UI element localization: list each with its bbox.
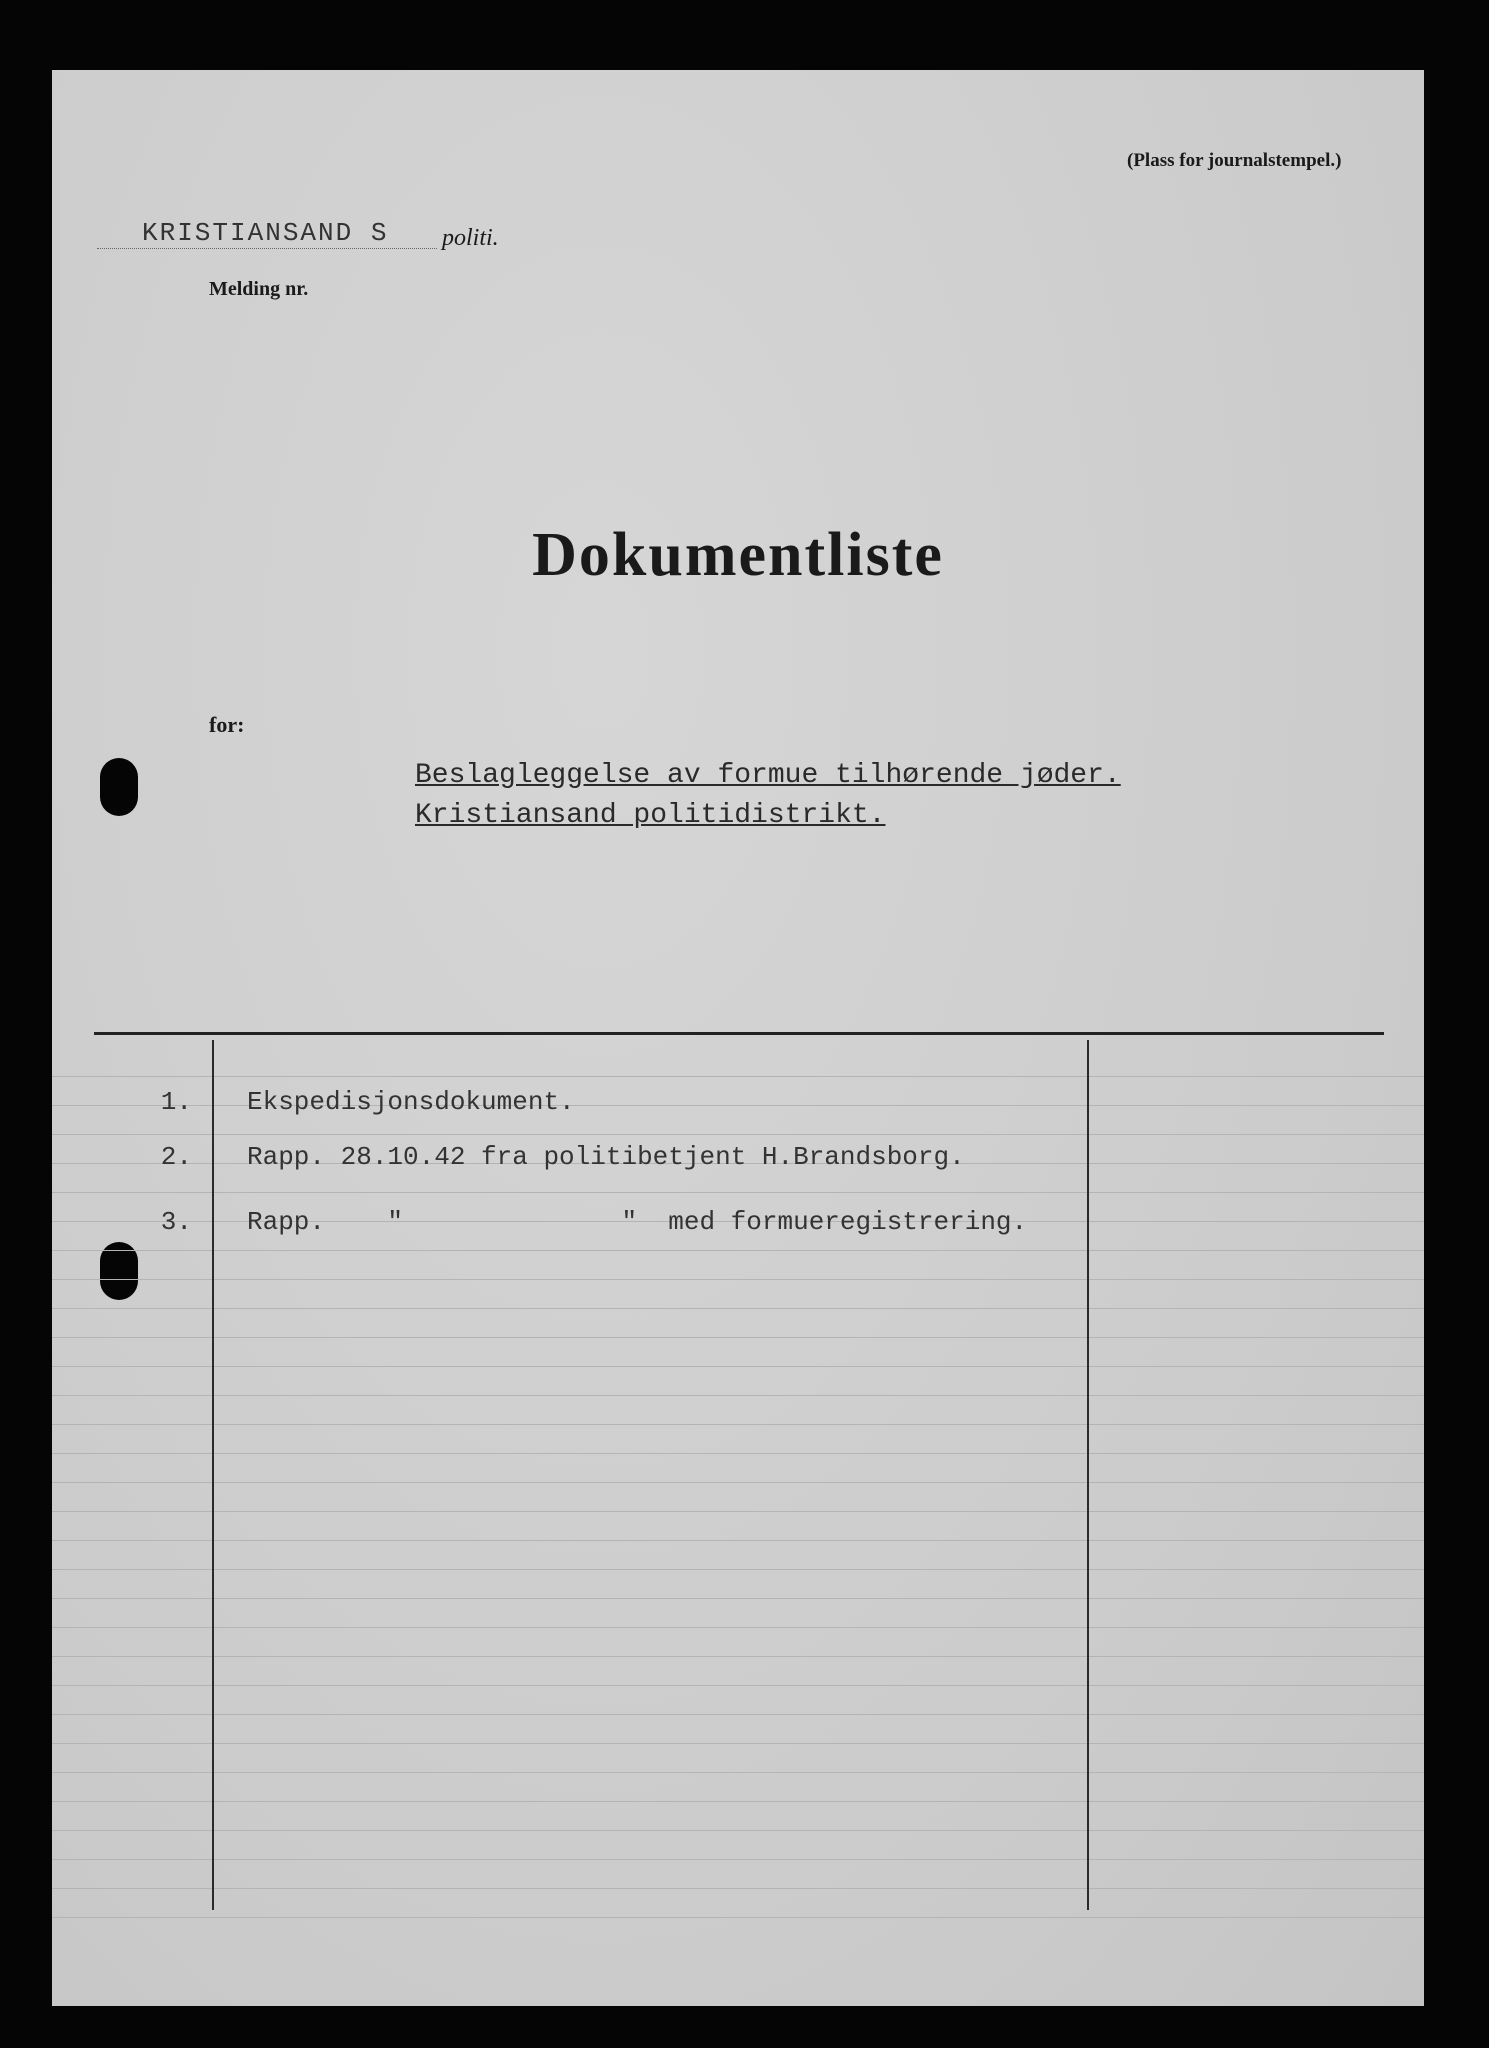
ruled-line: [52, 1511, 1424, 1512]
punch-hole: [100, 758, 138, 816]
ruled-line: [52, 1482, 1424, 1483]
entry-text: Ekspedisjonsdokument.: [247, 1087, 575, 1117]
ruled-line: [52, 1656, 1424, 1657]
ruled-line: [52, 1453, 1424, 1454]
document-title: Dokumentliste: [532, 521, 944, 589]
ruled-line: [52, 1743, 1424, 1744]
ruled-line: [52, 1569, 1424, 1570]
ruled-line: [52, 1279, 1424, 1280]
ruled-line: [52, 1830, 1424, 1831]
entry-number: 1.: [160, 1087, 192, 1117]
ruled-line: [52, 1192, 1424, 1193]
ruled-line: [52, 1627, 1424, 1628]
ruled-line: [52, 1250, 1424, 1251]
ruled-line: [52, 1859, 1424, 1860]
ruled-line: [52, 1772, 1424, 1773]
ruled-line: [52, 1540, 1424, 1541]
journal-stamp-note: (Plass for journalstempel.): [1127, 150, 1342, 171]
ruled-line: [52, 1917, 1424, 1918]
entry-text: Rapp. " " med formueregistrering.: [247, 1207, 1028, 1237]
ruled-line: [52, 1366, 1424, 1367]
ruled-line: [52, 1714, 1424, 1715]
ruled-line: [52, 1337, 1424, 1338]
police-label: politi.: [442, 225, 499, 251]
entry-number: 3.: [160, 1207, 192, 1237]
ruled-line: [52, 1308, 1424, 1309]
ruled-line: [52, 1888, 1424, 1889]
right-margin-divider: [1087, 1040, 1089, 1910]
entry-text: Rapp. 28.10.42 fra politibetjent H.Brandsborg.: [247, 1142, 965, 1172]
number-column-divider: [212, 1040, 214, 1910]
ruled-line: [52, 1801, 1424, 1802]
for-label: for:: [209, 712, 245, 737]
subject-line-2: Kristiansand politidistrikt.: [415, 800, 886, 831]
subject-line-1: Beslagleggelse av formue tilhørende jøder.: [415, 760, 1121, 791]
ruled-line: [52, 1685, 1424, 1686]
table-top-rule: [94, 1032, 1384, 1035]
entry-number: 2.: [160, 1142, 192, 1172]
document-sheet: [52, 70, 1424, 2006]
district-underline: [97, 248, 437, 249]
ruled-line: [52, 1134, 1424, 1135]
ruled-line: [52, 1395, 1424, 1396]
police-district: KRISTIANSAND S: [142, 218, 389, 248]
ruled-line: [52, 1076, 1424, 1077]
message-number-label: Melding nr.: [209, 278, 309, 300]
ruled-line: [52, 1598, 1424, 1599]
ruled-line: [52, 1424, 1424, 1425]
